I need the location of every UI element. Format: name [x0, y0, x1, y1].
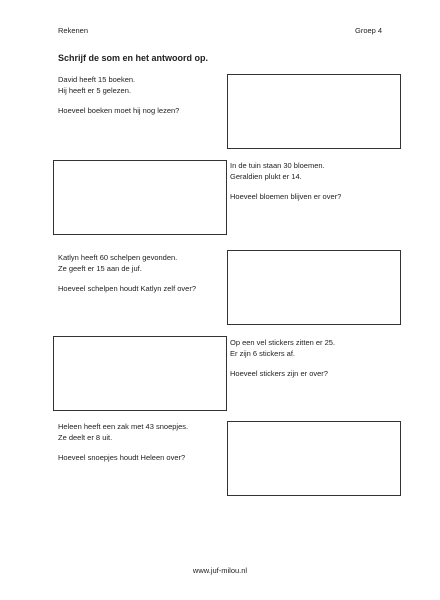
problem-4-question: Hoeveel stickers zijn er over?	[230, 369, 328, 378]
problem-5-line2: Ze deelt er 8 uit.	[58, 432, 113, 442]
problem-2-text	[230, 161, 400, 203]
problem-3-text	[58, 253, 228, 295]
problem-4-line1: Op een vel stickers zitten er 25.	[230, 338, 336, 347]
problem-2-line1: In de tuin staan 30 bloemen.	[230, 161, 325, 170]
answer-box-1[interactable]	[227, 74, 401, 149]
problem-5-text	[58, 422, 228, 464]
footer-url[interactable]: www.juf-milou.nl	[192, 566, 248, 575]
problem-1-question: Hoeveel boeken moet hij nog lezen?	[58, 106, 180, 115]
problem-4-text	[230, 338, 400, 380]
answer-box-2[interactable]	[53, 160, 227, 235]
problem-3-question: Hoeveel schelpen houdt Katlyn zelf over?	[58, 284, 197, 293]
answer-box-5[interactable]	[227, 421, 401, 496]
problem-3-line1: Katlyn heeft 60 schelpen gevonden.	[58, 253, 178, 262]
problem-1-line2: Hij heeft er 5 gelezen.	[58, 85, 131, 95]
problem-2-question: Hoeveel bloemen blijven er over?	[230, 192, 342, 201]
page-title: Schrijf de som en het antwoord op.	[58, 53, 209, 63]
header-subject: Rekenen	[58, 26, 89, 35]
problem-1-text	[58, 75, 228, 117]
problem-5-question: Hoeveel snoepjes houdt Heleen over?	[58, 453, 186, 462]
problem-1-line1: David heeft 15 boeken.	[58, 75, 136, 84]
problem-3-line2: Ze geeft er 15 aan de juf.	[58, 263, 142, 273]
problem-4-line2: Er zijn 6 stickers af.	[230, 348, 296, 358]
problem-5-line1: Heleen heeft een zak met 43 snoepjes.	[58, 422, 189, 431]
problem-2-line2: Geraldien plukt er 14.	[230, 171, 302, 181]
answer-box-3[interactable]	[227, 250, 401, 325]
header-group: Groep 4	[355, 26, 383, 35]
answer-box-4[interactable]	[53, 336, 227, 411]
